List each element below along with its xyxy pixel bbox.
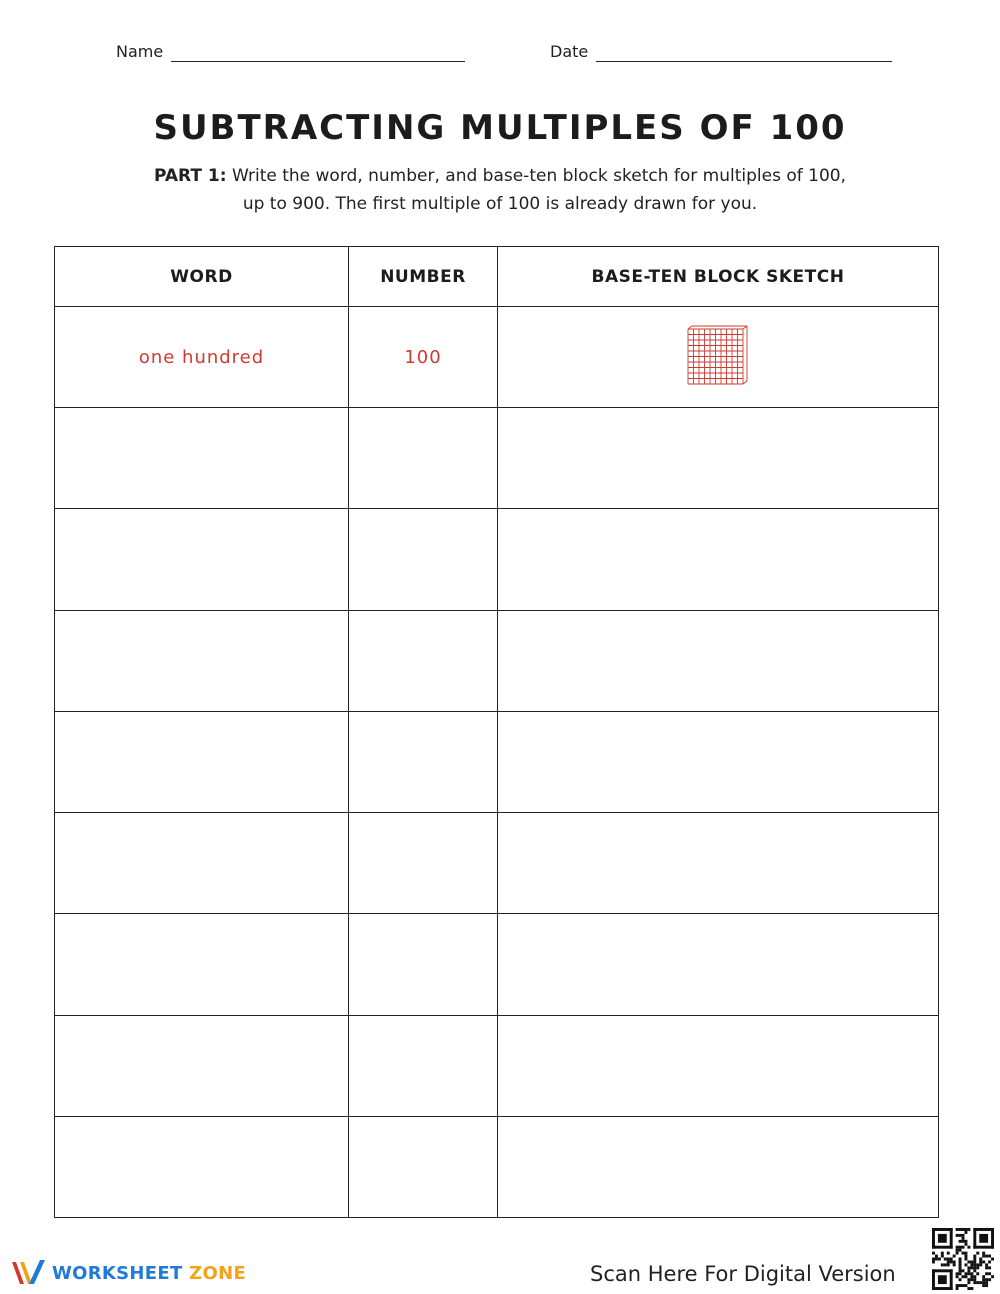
- part-label: PART 1:: [154, 166, 227, 186]
- table-row: [55, 914, 939, 1015]
- instructions-text-2: up to 900. The first multiple of 100 is already drawn for you.: [242, 194, 758, 214]
- header-sketch: BASE-TEN BLOCK SKETCH: [498, 247, 939, 307]
- answer-word-cell[interactable]: [55, 1116, 349, 1217]
- date-field: [550, 42, 892, 62]
- answer-sketch-cell[interactable]: [498, 813, 939, 914]
- logo-text-zone: ZONE: [189, 1262, 247, 1284]
- answer-sketch-cell[interactable]: [498, 408, 939, 509]
- answer-word-cell[interactable]: [55, 711, 349, 812]
- header-number: NUMBER: [349, 247, 498, 307]
- answer-number-cell[interactable]: [349, 813, 498, 914]
- table-row: [55, 1015, 939, 1116]
- answer-number-cell[interactable]: [349, 914, 498, 1015]
- answer-sketch-cell[interactable]: [498, 1116, 939, 1217]
- answer-sketch-cell[interactable]: [498, 1015, 939, 1116]
- answer-number-cell[interactable]: [349, 711, 498, 812]
- date-line[interactable]: [596, 48, 892, 62]
- name-line[interactable]: [171, 48, 465, 62]
- answer-number-cell[interactable]: [349, 408, 498, 509]
- example-number: 100: [404, 346, 442, 368]
- example-word-cell: [55, 307, 349, 408]
- answer-number-cell[interactable]: [349, 509, 498, 610]
- page-title: SUBTRACTING MULTIPLES OF 100: [153, 108, 847, 148]
- example-row: [55, 307, 939, 408]
- name-label: Name: [116, 42, 164, 61]
- instructions-line-1: [100, 162, 900, 190]
- answer-word-cell[interactable]: [55, 610, 349, 711]
- instructions: [100, 162, 900, 218]
- answer-number-cell[interactable]: [349, 1015, 498, 1116]
- answer-word-cell[interactable]: [55, 408, 349, 509]
- table-header-row: [55, 247, 939, 307]
- answer-sketch-cell[interactable]: [498, 509, 939, 610]
- example-sketch-cell: [498, 307, 939, 408]
- table-row: [55, 1116, 939, 1217]
- qr-code-icon[interactable]: [932, 1228, 994, 1290]
- hundred-flat-block-icon: [687, 325, 749, 385]
- table-row: [55, 813, 939, 914]
- header-word: WORD: [55, 247, 349, 307]
- answer-sketch-cell[interactable]: [498, 914, 939, 1015]
- table-row: [55, 408, 939, 509]
- answer-word-cell[interactable]: [55, 914, 349, 1015]
- answer-sketch-cell[interactable]: [498, 711, 939, 812]
- answer-number-cell[interactable]: [349, 610, 498, 711]
- answer-sketch-cell[interactable]: [498, 610, 939, 711]
- scan-caption: Scan Here For Digital Version: [590, 1262, 896, 1286]
- worksheet-zone-logo: [10, 1258, 246, 1288]
- answer-word-cell[interactable]: [55, 509, 349, 610]
- date-label: Date: [550, 42, 589, 61]
- worksheet-zone-logo-icon: [10, 1258, 48, 1288]
- example-number-cell: [349, 307, 498, 408]
- answer-number-cell[interactable]: [349, 1116, 498, 1217]
- table-row: [55, 509, 939, 610]
- worksheet-table: [54, 246, 939, 1218]
- name-field: [116, 42, 465, 62]
- logo-text-worksheet: WORKSHEET: [52, 1262, 183, 1284]
- example-word: one hundred: [138, 346, 265, 368]
- answer-word-cell[interactable]: [55, 1015, 349, 1116]
- table-row: [55, 711, 939, 812]
- name-date-row: [0, 42, 1000, 66]
- table-row: [55, 610, 939, 711]
- answer-word-cell[interactable]: [55, 813, 349, 914]
- instructions-text-1: Write the word, number, and base-ten block sketch for multiples of 100,: [231, 166, 846, 186]
